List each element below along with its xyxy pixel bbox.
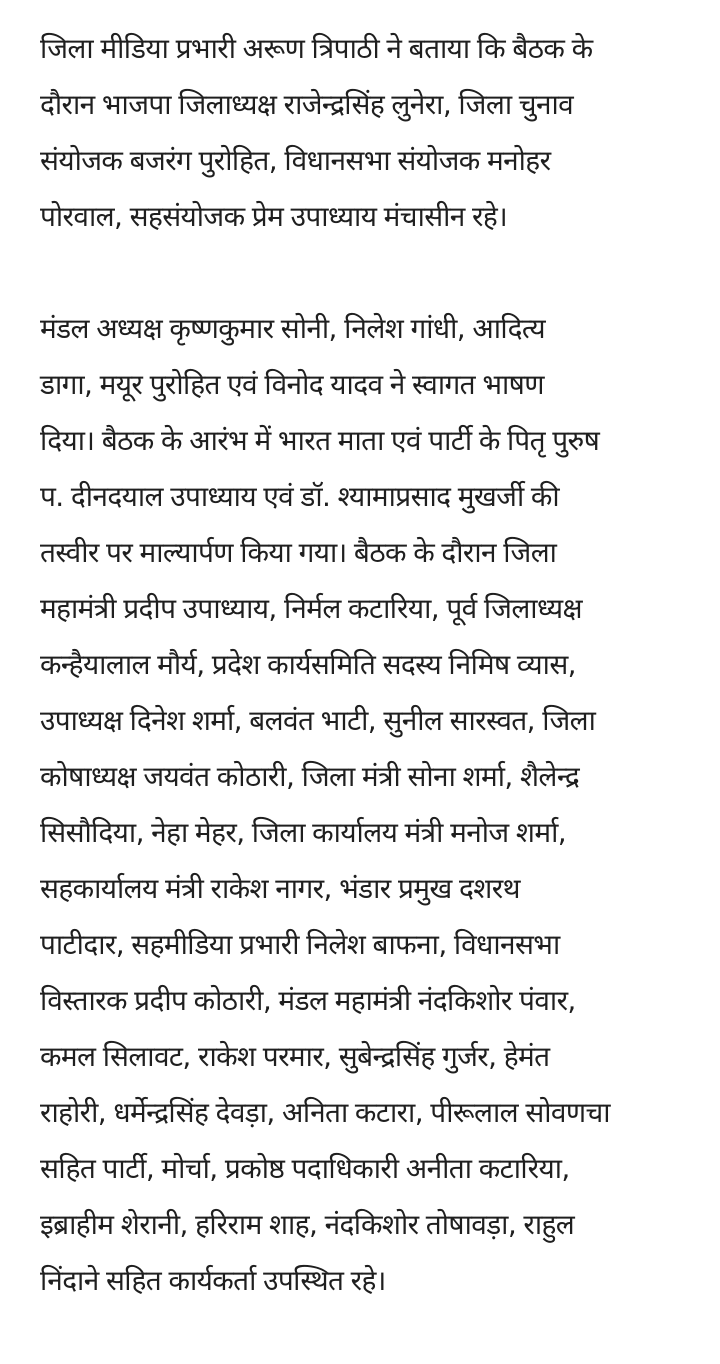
text-line: इब्राहीम शेरानी, हरिराम शाह, नंदकिशोर तोषावड़ा, राहुल [40,1208,575,1241]
text-line: जिला मीडिया प्रभारी अरूण त्रिपाठी ने बताया कि बैठक के [40,32,593,65]
text-line: प. दीनदयाल उपाध्याय एवं डॉ. श्यामाप्रसाद मुखर्जी की [40,480,560,513]
text-line: दिया। बैठक के आरंभ में भारत माता एवं पार्टी के पितृ पुरुष [40,424,600,457]
text-line: मंडल अध्यक्ष कृष्णकुमार सोनी, निलेश गांधी, आदित्य [40,312,546,345]
text-line: विस्तारक प्रदीप कोठारी, मंडल महामंत्री नंदकिशोर पंवार, [40,984,576,1017]
text-line: राहोरी, धर्मेन्द्रसिंह देवड़ा, अनिता कटारा, पीरूलाल सोवणचा [40,1096,610,1129]
text-line: महामंत्री प्रदीप उपाध्याय, निर्मल कटारिया, पूर्व जिलाध्यक्ष [40,592,583,625]
paragraph-2 [40,301,720,1309]
text-line: सिसौदिया, नेहा मेहर, जिला कार्यालय मंत्री मनोज शर्मा, [40,816,567,849]
text-line: संयोजक बजरंग पुरोहित, विधानसभा संयोजक मनोहर [40,144,551,177]
text-line: डागा, मयूर पुरोहित एवं विनोद यादव ने स्वागत भाषण [40,368,544,401]
news-article [40,0,720,1309]
text-line: कन्हैयालाल मौर्य, प्रदेश कार्यसमिति सदस्य निमिष व्यास, [40,648,576,681]
text-line: सहकार्यालय मंत्री राकेश नागर, भंडार प्रमुख दशरथ [40,872,520,905]
text-line: सहित पार्टी, मोर्चा, प्रकोष्ठ पदाधिकारी अनीता कटारिया, [40,1152,570,1185]
paragraph-1 [40,21,720,245]
text-line: निंदाने सहित कार्यकर्ता उपस्थित रहे। [40,1264,386,1297]
text-line: पाटीदार, सहमीडिया प्रभारी निलेश बाफना, विधानसभा [40,928,560,961]
text-line: पोरवाल, सहसंयोजक प्रेम उपाध्याय मंचासीन रहे। [40,200,508,233]
text-line: कोषाध्यक्ष जयवंत कोठारी, जिला मंत्री सोना शर्मा, शैलेन्द्र [40,760,580,793]
text-line: दौरान भाजपा जिलाध्यक्ष राजेन्द्रसिंह लुनेरा, जिला चुनाव [40,88,574,121]
text-line: तस्वीर पर माल्यार्पण किया गया। बैठक के दौरान जिला [40,536,557,569]
text-line: कमल सिलावट, राकेश परमार, सुबेन्द्रसिंह गुर्जर, हेमंत [40,1040,550,1073]
text-line: उपाध्यक्ष दिनेश शर्मा, बलवंत भाटी, सुनील सारस्वत, जिला [40,704,596,737]
